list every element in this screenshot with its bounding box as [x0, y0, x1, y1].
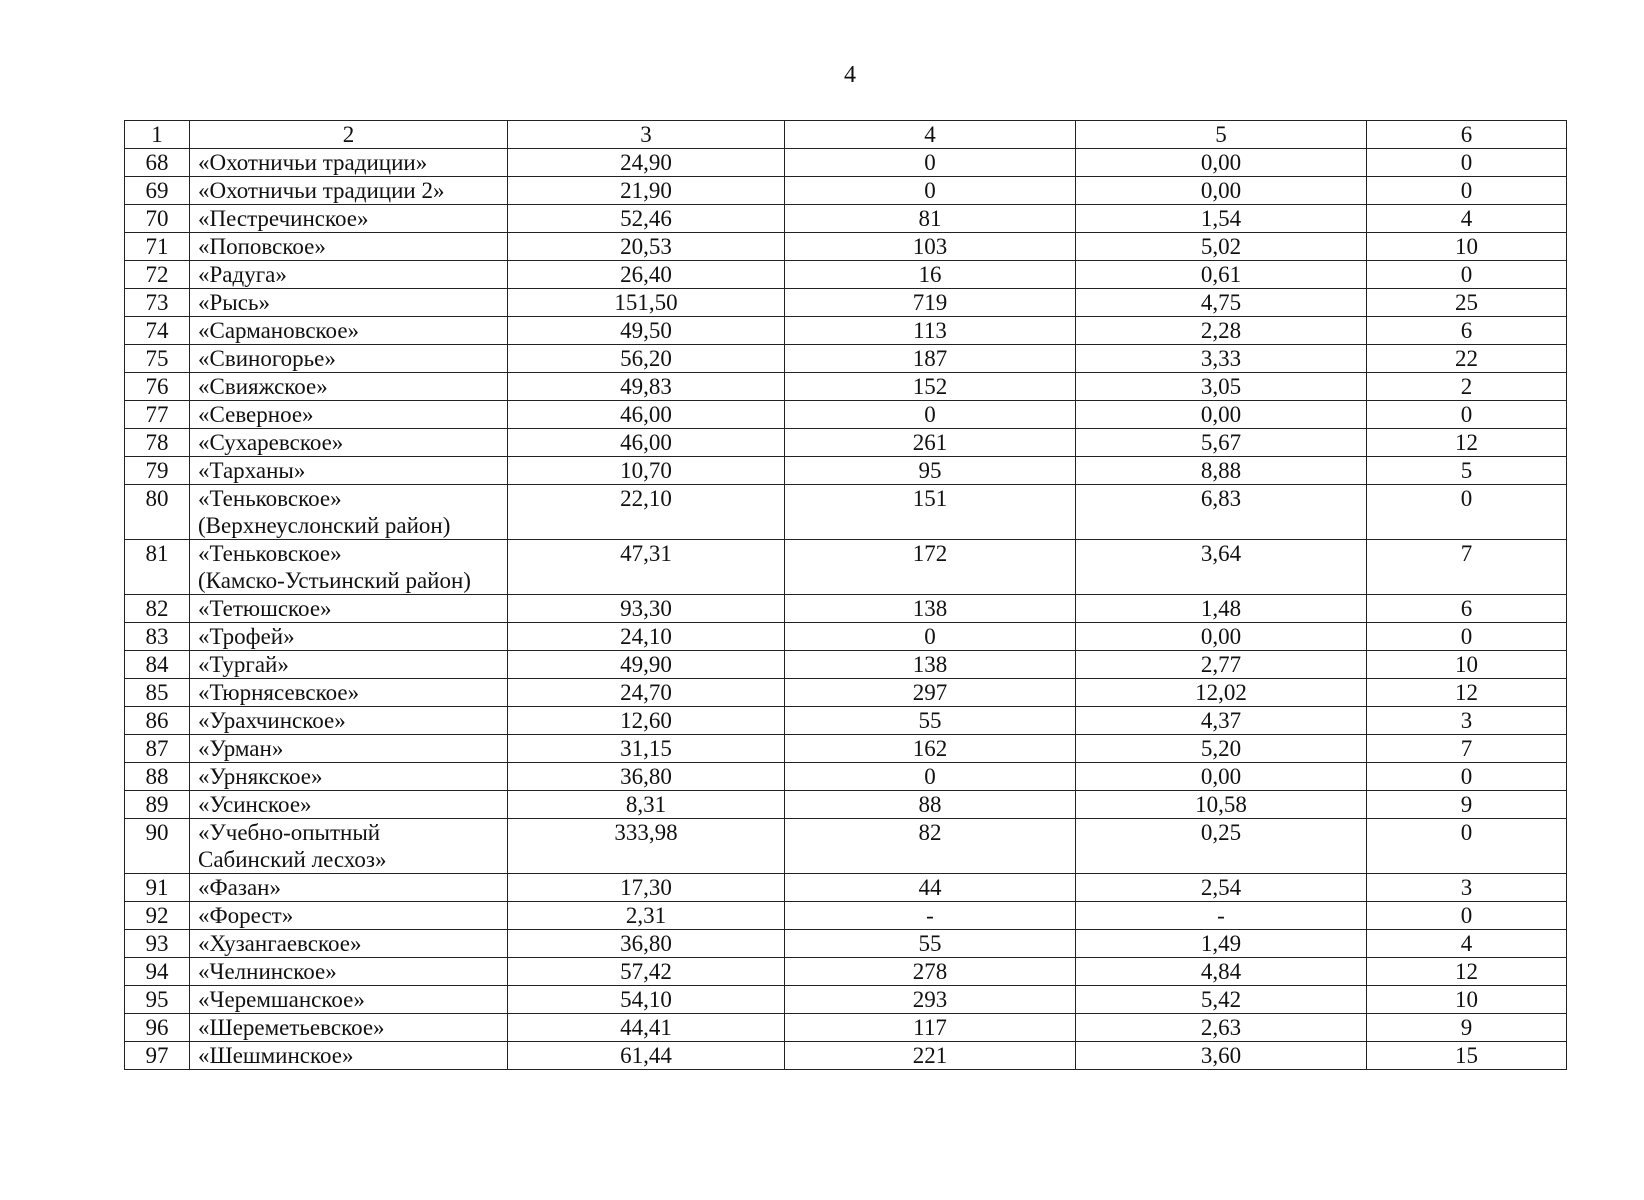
- col4-cell: 0: [785, 623, 1076, 651]
- col4-cell: 81: [785, 205, 1076, 233]
- name-line: «Охотничьи традиции 2»: [198, 178, 445, 203]
- col5-cell: 0,61: [1076, 261, 1367, 289]
- col5-cell: 2,28: [1076, 317, 1367, 345]
- name-line: «Поповское»: [198, 234, 326, 259]
- col6-cell: 12: [1367, 429, 1567, 457]
- name-line: «Хузангаевское»: [198, 931, 362, 956]
- col4-cell: 138: [785, 651, 1076, 679]
- row-number-cell: 90: [125, 819, 190, 874]
- col6-cell: 0: [1367, 401, 1567, 429]
- name-line: «Тургай»: [198, 652, 289, 677]
- row-number-cell: 69: [125, 177, 190, 205]
- col4-cell: 95: [785, 457, 1076, 485]
- table-row: [125, 149, 1567, 177]
- col5-cell: 0,00: [1076, 763, 1367, 791]
- table-row: [125, 233, 1567, 261]
- name-cell: [190, 401, 508, 429]
- col6-cell: 0: [1367, 819, 1567, 874]
- row-number-cell: 87: [125, 735, 190, 763]
- name-cell: [190, 707, 508, 735]
- col3-cell: 333,98: [508, 819, 785, 874]
- name-cell: [190, 958, 508, 986]
- name-cell: [190, 819, 508, 874]
- col6-cell: 15: [1367, 1042, 1567, 1070]
- col3-cell: 61,44: [508, 1042, 785, 1070]
- col4-cell: 55: [785, 930, 1076, 958]
- col6-cell: 0: [1367, 177, 1567, 205]
- col4-cell: 187: [785, 345, 1076, 373]
- table-row: [125, 540, 1567, 595]
- col5-cell: 2,54: [1076, 874, 1367, 902]
- name-cell: [190, 289, 508, 317]
- table-row: [125, 429, 1567, 457]
- col4-cell: 293: [785, 986, 1076, 1014]
- col3-cell: 52,46: [508, 205, 785, 233]
- col6-cell: 4: [1367, 205, 1567, 233]
- name-line: «Форест»: [198, 903, 294, 928]
- col3-cell: 36,80: [508, 930, 785, 958]
- col3-cell: 93,30: [508, 595, 785, 623]
- col6-cell: 22: [1367, 345, 1567, 373]
- row-number-cell: 68: [125, 149, 190, 177]
- name-line: «Черемшанское»: [198, 987, 365, 1012]
- row-number-cell: 74: [125, 317, 190, 345]
- table-row: [125, 735, 1567, 763]
- col3-cell: 26,40: [508, 261, 785, 289]
- header-cell-6: 6: [1367, 121, 1567, 149]
- header-cell-1: 1: [125, 121, 190, 149]
- name-line: «Шешминское»: [198, 1043, 354, 1068]
- name-line: «Теньковское»: [198, 486, 342, 511]
- name-line: «Урман»: [198, 736, 284, 761]
- col5-cell: 4,75: [1076, 289, 1367, 317]
- col3-cell: 10,70: [508, 457, 785, 485]
- name-line: «Шереметьевское»: [198, 1015, 385, 1040]
- col4-cell: 0: [785, 763, 1076, 791]
- col5-cell: 6,83: [1076, 485, 1367, 540]
- col6-cell: 12: [1367, 958, 1567, 986]
- row-number-cell: 82: [125, 595, 190, 623]
- name-cell: [190, 986, 508, 1014]
- name-line-2: Сабинский лесхоз»: [198, 847, 387, 872]
- col6-cell: 5: [1367, 457, 1567, 485]
- col4-cell: 162: [785, 735, 1076, 763]
- name-cell: [190, 1042, 508, 1070]
- name-line: «Теньковское»: [198, 541, 342, 566]
- row-number-cell: 79: [125, 457, 190, 485]
- table-row: [125, 401, 1567, 429]
- table-row: [125, 651, 1567, 679]
- col6-cell: 25: [1367, 289, 1567, 317]
- name-line: «Свияжское»: [198, 374, 328, 399]
- col4-cell: 0: [785, 401, 1076, 429]
- col3-cell: 20,53: [508, 233, 785, 261]
- page-number: 4: [844, 62, 856, 88]
- col3-cell: 24,10: [508, 623, 785, 651]
- col3-cell: 22,10: [508, 485, 785, 540]
- col3-cell: 49,83: [508, 373, 785, 401]
- col6-cell: 10: [1367, 986, 1567, 1014]
- name-line: «Урнякское»: [198, 764, 323, 789]
- name-line: «Тетюшское»: [198, 596, 332, 621]
- table-row: [125, 958, 1567, 986]
- name-line: «Сармановское»: [198, 318, 360, 343]
- col6-cell: 0: [1367, 485, 1567, 540]
- name-cell: [190, 651, 508, 679]
- table-row: [125, 874, 1567, 902]
- col6-cell: 6: [1367, 317, 1567, 345]
- col3-cell: 12,60: [508, 707, 785, 735]
- name-cell: [190, 791, 508, 819]
- name-line: «Челнинское»: [198, 959, 337, 984]
- col6-cell: 12: [1367, 679, 1567, 707]
- name-line: «Урахчинское»: [198, 708, 346, 733]
- table-row: [125, 791, 1567, 819]
- name-cell: [190, 457, 508, 485]
- col6-cell: 0: [1367, 902, 1567, 930]
- row-number-cell: 85: [125, 679, 190, 707]
- row-number-cell: 89: [125, 791, 190, 819]
- name-cell: [190, 874, 508, 902]
- col3-cell: 17,30: [508, 874, 785, 902]
- col4-cell: 172: [785, 540, 1076, 595]
- row-number-cell: 70: [125, 205, 190, 233]
- col3-cell: 54,10: [508, 986, 785, 1014]
- header-cell-2: 2: [190, 121, 508, 149]
- name-cell: [190, 177, 508, 205]
- col6-cell: 6: [1367, 595, 1567, 623]
- row-number-cell: 91: [125, 874, 190, 902]
- row-number-cell: 80: [125, 485, 190, 540]
- row-number-cell: 88: [125, 763, 190, 791]
- name-cell: [190, 540, 508, 595]
- col5-cell: 0,00: [1076, 177, 1367, 205]
- col4-cell: 0: [785, 177, 1076, 205]
- name-cell: [190, 317, 508, 345]
- col5-cell: 3,64: [1076, 540, 1367, 595]
- row-number-cell: 97: [125, 1042, 190, 1070]
- col3-cell: 49,90: [508, 651, 785, 679]
- col3-cell: 151,50: [508, 289, 785, 317]
- row-number-cell: 84: [125, 651, 190, 679]
- row-number-cell: 72: [125, 261, 190, 289]
- col6-cell: 0: [1367, 261, 1567, 289]
- col4-cell: 113: [785, 317, 1076, 345]
- table-row: [125, 457, 1567, 485]
- table-header-row: [125, 121, 1567, 149]
- name-cell: [190, 345, 508, 373]
- col6-cell: 0: [1367, 623, 1567, 651]
- col5-cell: -: [1076, 902, 1367, 930]
- col4-cell: 16: [785, 261, 1076, 289]
- name-cell: [190, 595, 508, 623]
- col6-cell: 9: [1367, 791, 1567, 819]
- table-row: [125, 289, 1567, 317]
- col6-cell: 2: [1367, 373, 1567, 401]
- col4-cell: 0: [785, 149, 1076, 177]
- col5-cell: 5,20: [1076, 735, 1367, 763]
- col5-cell: 3,60: [1076, 1042, 1367, 1070]
- row-number-cell: 71: [125, 233, 190, 261]
- header-cell-3: 3: [508, 121, 785, 149]
- col4-cell: 719: [785, 289, 1076, 317]
- col4-cell: -: [785, 902, 1076, 930]
- name-line: «Пестречинское»: [198, 206, 369, 231]
- name-line: «Тарханы»: [198, 458, 306, 483]
- table-row: [125, 205, 1567, 233]
- row-number-cell: 76: [125, 373, 190, 401]
- col6-cell: 0: [1367, 763, 1567, 791]
- table-row: [125, 986, 1567, 1014]
- name-line-2: (Верхнеуслонский район): [198, 513, 451, 538]
- name-cell: [190, 485, 508, 540]
- col5-cell: 5,67: [1076, 429, 1367, 457]
- col4-cell: 103: [785, 233, 1076, 261]
- col3-cell: 57,42: [508, 958, 785, 986]
- col6-cell: 0: [1367, 149, 1567, 177]
- name-cell: [190, 1014, 508, 1042]
- row-number-cell: 93: [125, 930, 190, 958]
- name-cell: [190, 902, 508, 930]
- table-row: [125, 317, 1567, 345]
- col5-cell: 0,00: [1076, 149, 1367, 177]
- col3-cell: 31,15: [508, 735, 785, 763]
- data-table-container: [124, 120, 1566, 1070]
- col4-cell: 221: [785, 1042, 1076, 1070]
- col5-cell: 5,42: [1076, 986, 1367, 1014]
- col5-cell: 12,02: [1076, 679, 1367, 707]
- table-row: [125, 679, 1567, 707]
- col3-cell: 24,70: [508, 679, 785, 707]
- name-line: «Сухаревское»: [198, 430, 344, 455]
- row-number-cell: 75: [125, 345, 190, 373]
- name-cell: [190, 679, 508, 707]
- name-cell: [190, 429, 508, 457]
- col5-cell: 4,84: [1076, 958, 1367, 986]
- name-cell: [190, 149, 508, 177]
- name-line: «Радуга»: [198, 262, 287, 287]
- col5-cell: 2,77: [1076, 651, 1367, 679]
- table-row: [125, 177, 1567, 205]
- col4-cell: 152: [785, 373, 1076, 401]
- row-number-cell: 94: [125, 958, 190, 986]
- table-row: [125, 1014, 1567, 1042]
- col5-cell: 2,63: [1076, 1014, 1367, 1042]
- table-row: [125, 763, 1567, 791]
- row-number-cell: 77: [125, 401, 190, 429]
- name-line: «Фазан»: [198, 875, 281, 900]
- row-number-cell: 96: [125, 1014, 190, 1042]
- table-row: [125, 902, 1567, 930]
- name-cell: [190, 623, 508, 651]
- col4-cell: 261: [785, 429, 1076, 457]
- col5-cell: 10,58: [1076, 791, 1367, 819]
- name-line: «Учебно-опытный: [198, 820, 381, 845]
- col4-cell: 297: [785, 679, 1076, 707]
- name-cell: [190, 205, 508, 233]
- table-row: [125, 1042, 1567, 1070]
- name-cell: [190, 735, 508, 763]
- name-line: «Охотничьи традиции»: [198, 150, 428, 175]
- table-row: [125, 623, 1567, 651]
- col5-cell: 8,88: [1076, 457, 1367, 485]
- col3-cell: 21,90: [508, 177, 785, 205]
- col5-cell: 5,02: [1076, 233, 1367, 261]
- name-line-2: (Камско-Устьинский район): [198, 568, 471, 593]
- col6-cell: 7: [1367, 735, 1567, 763]
- col5-cell: 1,48: [1076, 595, 1367, 623]
- col5-cell: 3,05: [1076, 373, 1367, 401]
- col6-cell: 3: [1367, 707, 1567, 735]
- name-cell: [190, 930, 508, 958]
- data-table: [124, 120, 1567, 1070]
- col6-cell: 9: [1367, 1014, 1567, 1042]
- table-row: [125, 485, 1567, 540]
- col4-cell: 117: [785, 1014, 1076, 1042]
- col3-cell: 47,31: [508, 540, 785, 595]
- col4-cell: 82: [785, 819, 1076, 874]
- table-row: [125, 595, 1567, 623]
- col5-cell: 0,00: [1076, 623, 1367, 651]
- row-number-cell: 81: [125, 540, 190, 595]
- col3-cell: 8,31: [508, 791, 785, 819]
- col3-cell: 46,00: [508, 429, 785, 457]
- name-line: «Рысь»: [198, 290, 270, 315]
- col5-cell: 4,37: [1076, 707, 1367, 735]
- header-cell-4: 4: [785, 121, 1076, 149]
- col5-cell: 3,33: [1076, 345, 1367, 373]
- col5-cell: 1,54: [1076, 205, 1367, 233]
- name-line: «Свиногорье»: [198, 346, 336, 371]
- name-line: «Трофей»: [198, 624, 295, 649]
- col4-cell: 138: [785, 595, 1076, 623]
- row-number-cell: 86: [125, 707, 190, 735]
- col5-cell: 0,25: [1076, 819, 1367, 874]
- col5-cell: 0,00: [1076, 401, 1367, 429]
- row-number-cell: 83: [125, 623, 190, 651]
- col6-cell: 7: [1367, 540, 1567, 595]
- col3-cell: 46,00: [508, 401, 785, 429]
- row-number-cell: 95: [125, 986, 190, 1014]
- row-number-cell: 73: [125, 289, 190, 317]
- col6-cell: 10: [1367, 651, 1567, 679]
- name-cell: [190, 373, 508, 401]
- col5-cell: 1,49: [1076, 930, 1367, 958]
- col4-cell: 44: [785, 874, 1076, 902]
- col4-cell: 278: [785, 958, 1076, 986]
- table-row: [125, 373, 1567, 401]
- name-cell: [190, 233, 508, 261]
- table-row: [125, 707, 1567, 735]
- col3-cell: 49,50: [508, 317, 785, 345]
- name-cell: [190, 763, 508, 791]
- col6-cell: 3: [1367, 874, 1567, 902]
- table-row: [125, 819, 1567, 874]
- name-cell: [190, 261, 508, 289]
- col3-cell: 24,90: [508, 149, 785, 177]
- row-number-cell: 92: [125, 902, 190, 930]
- header-cell-5: 5: [1076, 121, 1367, 149]
- table-row: [125, 930, 1567, 958]
- name-line: «Усинское»: [198, 792, 312, 817]
- col3-cell: 44,41: [508, 1014, 785, 1042]
- col6-cell: 10: [1367, 233, 1567, 261]
- name-line: «Тюрнясевское»: [198, 680, 360, 705]
- col4-cell: 88: [785, 791, 1076, 819]
- col3-cell: 56,20: [508, 345, 785, 373]
- table-row: [125, 345, 1567, 373]
- table-row: [125, 261, 1567, 289]
- row-number-cell: 78: [125, 429, 190, 457]
- name-line: «Северное»: [198, 402, 314, 427]
- col6-cell: 4: [1367, 930, 1567, 958]
- col4-cell: 55: [785, 707, 1076, 735]
- col3-cell: 2,31: [508, 902, 785, 930]
- col3-cell: 36,80: [508, 763, 785, 791]
- col4-cell: 151: [785, 485, 1076, 540]
